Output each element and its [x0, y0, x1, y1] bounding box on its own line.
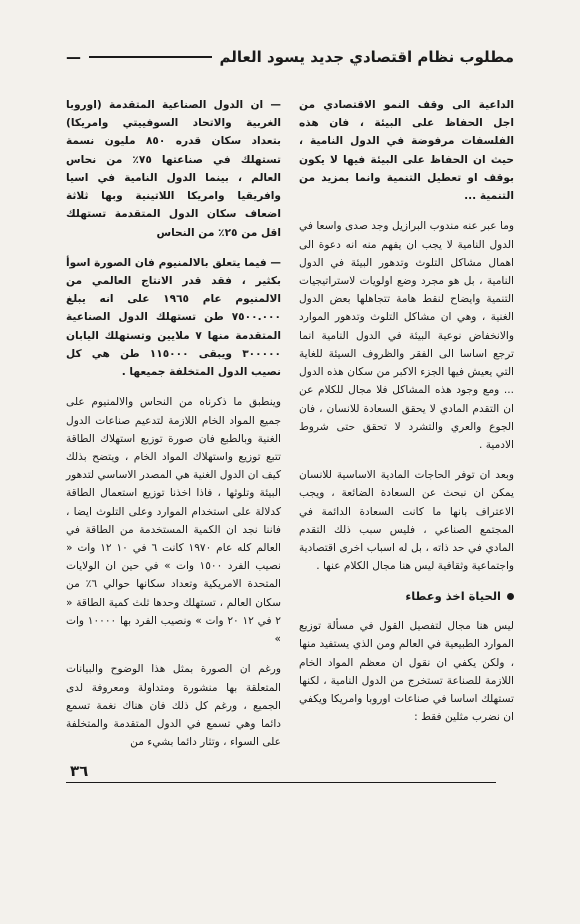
- bullet-icon: [507, 593, 514, 600]
- page-number: ٣٦: [70, 762, 89, 780]
- header-rule: [89, 56, 212, 58]
- text-columns: [66, 96, 514, 763]
- paragraph: وما عبر عنه مندوب البرازيل وجد صدى واسعا في الدول النامية لا يجب ان يفهم منه انه دعوة الى اهمال مشاكل التلوث وتدهور البيئة في الدول النامية ، بل هو مجرد وضع اولويات لاستراتيجيات التنمية وايضاح لنقط هامة تتجاهلها بعض الدول الغنية ، وهي ان مشاكل التلوث وتدهور الموارد والانخفاض نوعية البيئة في الدول النامية انما ترجع اساسا الى الفقر والظروف السيئة للغاية التي يعيش فيها الجزء الاكبر من سكان هذه الدول ... ومع وجود هذه المشاكل فلا مجال للكلام عن ان التقدم المادي لا يحقق السعادة للانسان ، فان الجوع والعري والتشرد لا تحقق حتى شروط الادمية .: [299, 220, 514, 451]
- paragraph: وبعد ان توفر الحاجات المادية الاساسية للانسان يمكن ان نبحث عن السعادة الضائعة ، ويجب الاعتراف بانها ما كانت السعادة الدائمة في المجتمع الصناعي ، فليس سبب ذلك التقدم المادي في حد ذاته ، بل له اسباب اخرى اقتصادية واجتماعية وثقافية ليس هنا مجال الكلام عنها .: [299, 469, 514, 573]
- article-header: [66, 40, 514, 74]
- subheading-text: الحياة اخذ وعطاء: [405, 589, 501, 604]
- paragraph: ورغم ان الصورة بمثل هذا الوضوح والبيانات المتعلقة بها منشورة ومتداولة ومعروفة لدى الجميع ، ورغم كل ذلك فان هناك نغمة تسمع دائما وهي تسمع في الدول المتقدمة والمتخلفة على السواء ، وتثار دائما بشيء من: [66, 663, 281, 749]
- paragraph: الداعية الى وقف النمو الاقتصادي من اجل الحفاظ على البيئة ، فان هذه الفلسفات مرفوضة في الدول النامية ، حيث ان الحفاظ على البيئة فيها لا يكون بوقف او تعطيل التنمية وانما بمزيد من التنمية ...: [299, 99, 514, 203]
- right-column: [299, 96, 514, 763]
- paragraph: وينطبق ما ذكرناه من النحاس والالمنيوم على جميع المواد الخام اللازمة لتدعيم صناعات الدول الغنية وبالطبع فان صورة توزيع استهلاك الطاقة تتبع توزيع واستهلاك المواد الخام ، ويتضح بذلك كيف ان الدول الغنية هي المصدر الاساسي لتدهور البيئة وتلوثها ، فاذا اخذنا توزيع استعمال الطاقة كدلالة على استخدام الموارد وعلى التلوث ايضا ، فاننا نجد ان الكمية المستخدمة من الطاقة في العالم كله عام ١٩٧٠ كانت ٦ في ١٠ ١٢ وات « نصيب الفرد ١٥٠٠ وات » في حين ان الولايات المتحدة الامريكية وتعداد سكانها حوالي ٦٪ من سكان العالم ، تستهلك وحدها ثلث كمية الطاقة « ٢ في ١٢ ٢٠ وات » ونصيب الفرد بها ١٠٠٠٠ وات »: [66, 396, 281, 646]
- section-subheading: [299, 587, 514, 607]
- article-title: مطلوب نظام اقتصادي جديد يسود العالم: [219, 48, 514, 66]
- footer-rule: [66, 782, 496, 783]
- paragraph: — ان الدول الصناعية المتقدمة (اوروبا الغربية والاتحاد السوفييتي وامريكا) بتعداد سكان قدره ٨٥٠ مليون نسمة تستهلك في صناعتها ٧٥٪ من نحاس العالم ، بينما الدول النامية في اسيا وافريقيا وامريكا اللاتينية وبها ثلاثة اضعاف سكان الدول المتقدمة تستهلك اقل من ٢٥٪ من النحاس: [66, 99, 281, 239]
- left-column: [66, 96, 281, 763]
- paragraph: ليس هنا مجال لتفصيل القول في مسألة توزيع الموارد الطبيعية في العالم ومن الذي يستفيد منها ، ولكن يكفي ان نقول ان معظم المواد الخام اللازمة للصناعة تستخرج من الدول النامية ، لكنها تستهلك اساسا في صناعات اوروبا وامريكا ويكفي ان نضرب مثلين فقط :: [299, 620, 514, 724]
- paragraph: — فيما يتعلق بالالمنيوم فان الصورة اسوأ بكثير ، فقد قدر الانتاج العالمي من الالمنيوم عام ١٩٦٥ على انه يبلغ ٧٥٠٠.٠٠٠ طن تستهلك الدول الصناعية المتقدمة منها ٧ ملايين وتستهلك اليابان ٣٠٠٠٠٠ ويبقى ١١٥٠٠٠ طن هي كل نصيب الدول المتخلفة جميعها .: [66, 256, 281, 379]
- header-dash: —: [66, 48, 81, 66]
